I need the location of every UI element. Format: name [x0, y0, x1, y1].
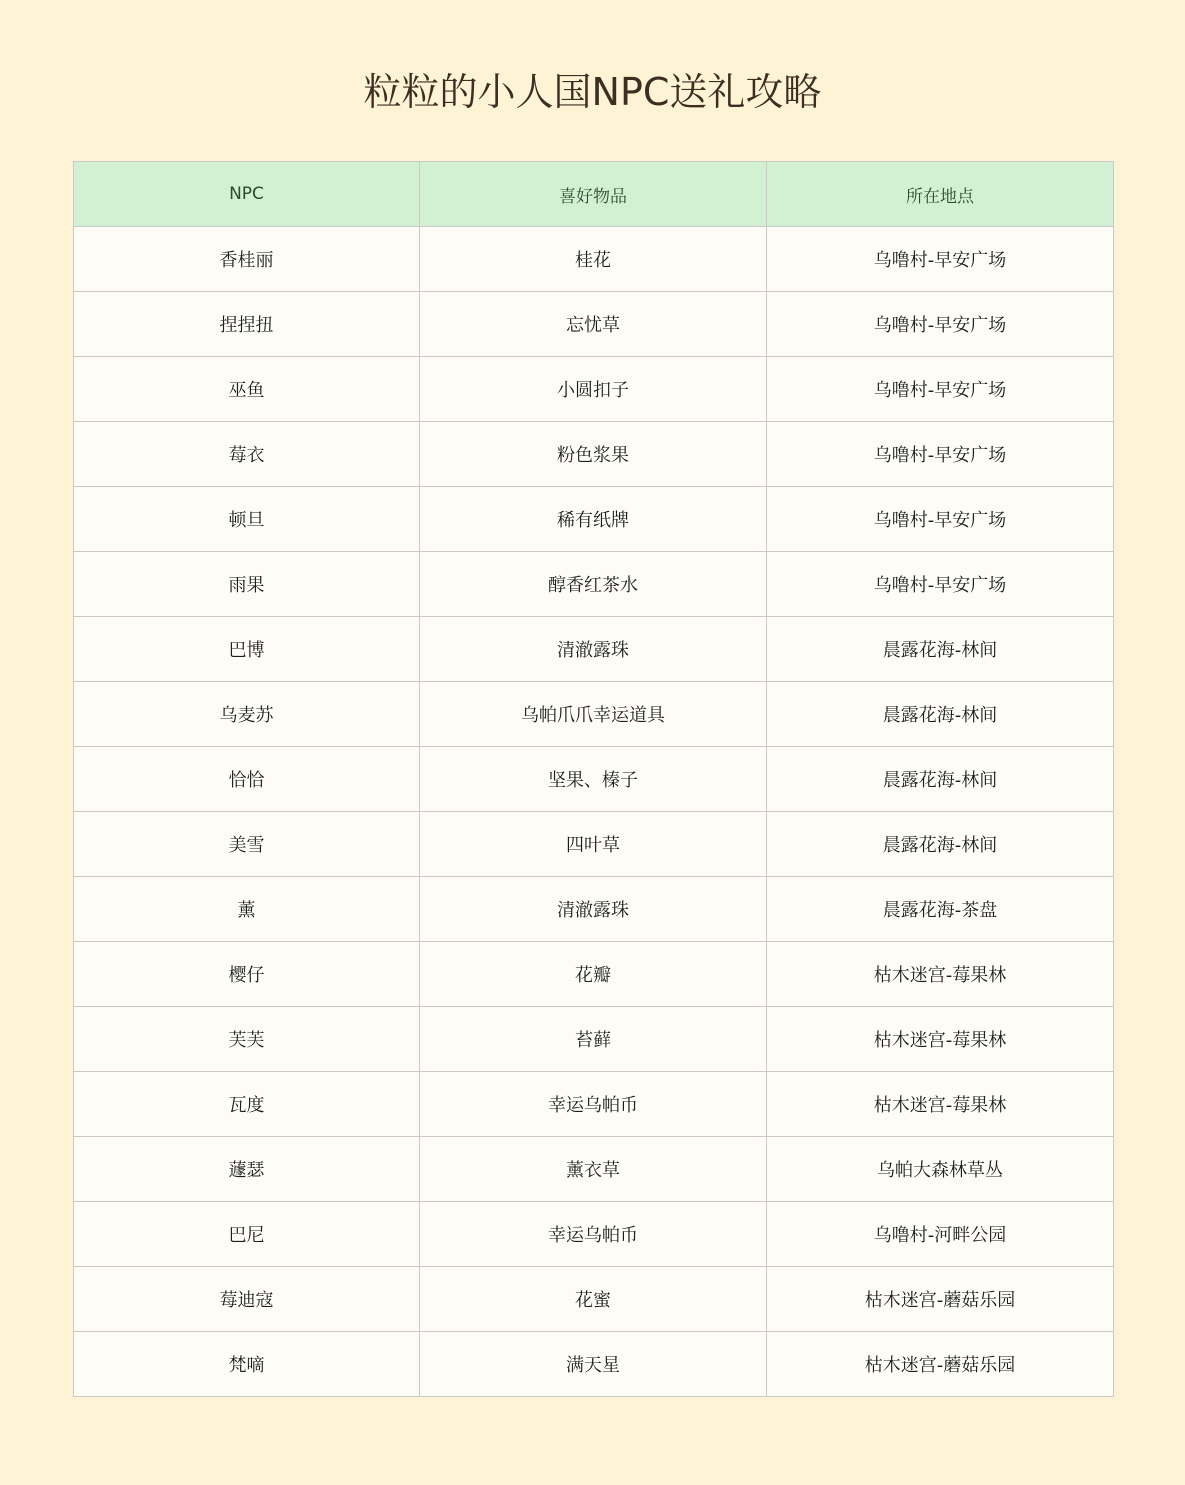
npc-name-cell: 蘧瑟 [74, 1137, 420, 1202]
favorite-item-cell: 花蜜 [420, 1267, 767, 1332]
location-cell: 晨露花海-林间 [767, 812, 1114, 877]
header-row [74, 162, 1114, 227]
npc-name-cell: 莓衣 [74, 422, 420, 487]
location-cell: 乌噜村-早安广场 [767, 227, 1114, 292]
table-row [74, 1072, 1114, 1137]
npc-name-cell: 梵嘀 [74, 1332, 420, 1397]
favorite-item-cell: 花瓣 [420, 942, 767, 1007]
table-body [74, 227, 1114, 1397]
location-cell: 晨露花海-茶盘 [767, 877, 1114, 942]
location-cell: 枯木迷宫-蘑菇乐园 [767, 1267, 1114, 1332]
npc-name-cell: 巴博 [74, 617, 420, 682]
favorite-item-cell: 苔藓 [420, 1007, 767, 1072]
favorite-item-cell: 粉色浆果 [420, 422, 767, 487]
favorite-item-cell: 清澈露珠 [420, 617, 767, 682]
table-row [74, 747, 1114, 812]
table-row [74, 942, 1114, 1007]
header-npc: NPC [74, 162, 420, 227]
npc-name-cell: 巫鱼 [74, 357, 420, 422]
favorite-item-cell: 小圆扣子 [420, 357, 767, 422]
npc-name-cell: 乌麦苏 [74, 682, 420, 747]
location-cell: 乌噜村-河畔公园 [767, 1202, 1114, 1267]
table-row [74, 487, 1114, 552]
npc-name-cell: 美雪 [74, 812, 420, 877]
table-row [74, 422, 1114, 487]
npc-name-cell: 巴尼 [74, 1202, 420, 1267]
header-favorite-item: 喜好物品 [420, 162, 767, 227]
npc-name-cell: 恰恰 [74, 747, 420, 812]
npc-name-cell: 瓦度 [74, 1072, 420, 1137]
table-row [74, 1202, 1114, 1267]
npc-name-cell: 雨果 [74, 552, 420, 617]
table-row [74, 617, 1114, 682]
location-cell: 晨露花海-林间 [767, 682, 1114, 747]
location-cell: 晨露花海-林间 [767, 747, 1114, 812]
location-cell: 乌噜村-早安广场 [767, 357, 1114, 422]
npc-name-cell: 顿旦 [74, 487, 420, 552]
location-cell: 枯木迷宫-蘑菇乐园 [767, 1332, 1114, 1397]
favorite-item-cell: 乌帕爪爪幸运道具 [420, 682, 767, 747]
npc-name-cell: 樱仔 [74, 942, 420, 1007]
gift-guide-table-container [73, 161, 1113, 1397]
location-cell: 乌噜村-早安广场 [767, 422, 1114, 487]
table-row [74, 1137, 1114, 1202]
table-row [74, 812, 1114, 877]
table-row [74, 357, 1114, 422]
npc-name-cell: 芙芙 [74, 1007, 420, 1072]
table-row [74, 227, 1114, 292]
favorite-item-cell: 幸运乌帕币 [420, 1072, 767, 1137]
header-location: 所在地点 [767, 162, 1114, 227]
location-cell: 晨露花海-林间 [767, 617, 1114, 682]
location-cell: 乌噜村-早安广场 [767, 292, 1114, 357]
npc-name-cell: 香桂丽 [74, 227, 420, 292]
location-cell: 乌噜村-早安广场 [767, 552, 1114, 617]
table-row [74, 1007, 1114, 1072]
npc-name-cell: 捏捏扭 [74, 292, 420, 357]
favorite-item-cell: 醇香红茶水 [420, 552, 767, 617]
table-row [74, 877, 1114, 942]
location-cell: 枯木迷宫-莓果林 [767, 1007, 1114, 1072]
table-header [74, 162, 1114, 227]
location-cell: 乌帕大森林草丛 [767, 1137, 1114, 1202]
table-row [74, 1332, 1114, 1397]
location-cell: 乌噜村-早安广场 [767, 487, 1114, 552]
favorite-item-cell: 清澈露珠 [420, 877, 767, 942]
npc-name-cell: 薰 [74, 877, 420, 942]
favorite-item-cell: 桂花 [420, 227, 767, 292]
favorite-item-cell: 四叶草 [420, 812, 767, 877]
favorite-item-cell: 忘忧草 [420, 292, 767, 357]
favorite-item-cell: 坚果、榛子 [420, 747, 767, 812]
gift-guide-table [73, 161, 1114, 1397]
favorite-item-cell: 幸运乌帕币 [420, 1202, 767, 1267]
table-row [74, 682, 1114, 747]
favorite-item-cell: 稀有纸牌 [420, 487, 767, 552]
location-cell: 枯木迷宫-莓果林 [767, 1072, 1114, 1137]
table-row [74, 552, 1114, 617]
table-row [74, 1267, 1114, 1332]
location-cell: 枯木迷宫-莓果林 [767, 942, 1114, 1007]
page-title: 粒粒的小人国NPC送礼攻略 [363, 70, 822, 114]
favorite-item-cell: 薰衣草 [420, 1137, 767, 1202]
favorite-item-cell: 满天星 [420, 1332, 767, 1397]
table-row [74, 292, 1114, 357]
npc-name-cell: 莓迪寇 [74, 1267, 420, 1332]
